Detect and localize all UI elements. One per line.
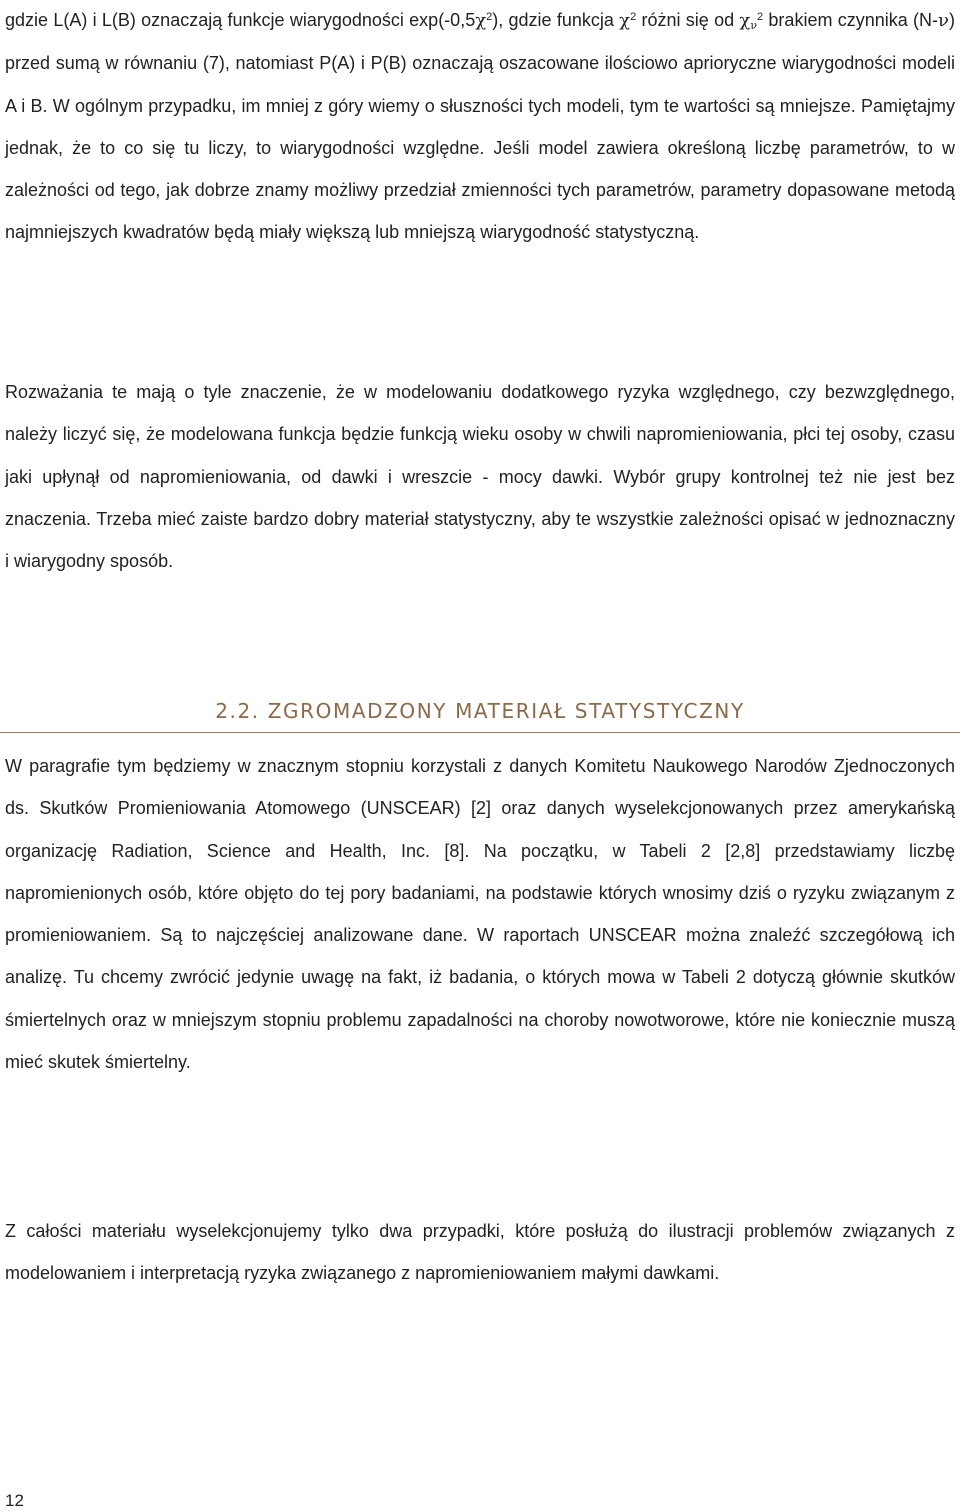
intro-paragraph — [5, 0, 955, 254]
nu-symbol: ν — [938, 10, 949, 31]
superscript-2: 2 — [630, 11, 637, 23]
chi-symbol: χ — [475, 10, 487, 31]
intro-text-3: różni się od — [636, 10, 740, 30]
intro-text-4: brakiem czynnika (N- — [763, 10, 939, 30]
chi-symbol: χ — [619, 10, 631, 31]
intro-text-2: ), gdzie funkcja — [492, 10, 620, 30]
page-number: 12 — [5, 1491, 24, 1510]
section-heading: 2.2. ZGROMADZONY MATERIAŁ STATYSTYCZNY — [0, 694, 960, 733]
paragraph-data-sources: W paragrafie tym będziemy w znacznym stopniu korzystali z danych Komitetu Naukowego Narodów Zjednoczonych ds. Skutków Promieniowania Atomowego (UNSCEAR) [2] oraz danych wyselekcjonowanych przez amerykańską organizację Radiation, Science and Health, Inc. [8]. Na początku, w Tabeli 2 [2,8] przedstawiamy liczbę napromienionych osób, które objęto do tej pory badaniami, na podstawie których wnosimy dziś o ryzyku związanym z promieniowaniem. Są to najczęściej analizowane dane. W raportach UNSCEAR można znaleźć szczegółową ich analizę. Tu chcemy zwrócić jedynie uwagę na fakt, iż badania, o których mowa w Tabeli 2 dotyczą głównie skutków śmiertelnych oraz w mniejszym stopniu problemu zapadalności na choroby nowotworowe, które nie koniecznie muszą mieć skutek śmiertelny. — [5, 756, 955, 1073]
paragraph-modeling: Rozważania te mają o tyle znaczenie, że w modelowaniu dodatkowego ryzyka względnego, czy bezwzględnego, należy liczyć się, że modelowana funkcja będzie funkcją wieku osoby w chwili napromieniowania, płci tej osoby, czasu jaki upłynął od napromieniowania, od dawki i wreszcie - mocy dawki. Wybór grupy kontrolnej też nie jest bez znaczenia. Trzeba mieć zaiste bardzo dobry materiał statystyczny, aby te wszystkie zależności opisać w jednoznaczny i wiarygodny sposób. — [5, 382, 955, 572]
intro-text-1: gdzie L(A) i L(B) oznaczają funkcje wiarygodności exp(-0,5 — [5, 10, 476, 30]
paragraph-selection: Z całości materiału wyselekcjonujemy tylko dwa przypadki, które posłużą do ilustracji problemów związanych z modelowaniem i interpretacją ryzyka związanego z napromieniowaniem małymi dawkami. — [5, 1221, 955, 1284]
superscript-2: 2 — [757, 11, 764, 23]
intro-text-5: ) przed sumą w równaniu (7), natomiast P(A) i P(B) oznaczają oszacowane ilościowo aprioryczne wiarygodności modeli A i B. W ogólnym przypadku, im mniej z góry wiemy o słuszności tych modeli, tym te wartości są mniejsze. Pamiętajmy jednak, że to co się tu liczy, to wiarygodności względne. Jeśli model zawiera określoną liczbę parametrów, to w zależności od tego, jak dobrze znamy możliwy przedział zmienności tych parametrów, parametry dopasowane metodą najmniejszych kwadratów będą miały większą lub mniejszą wiarygodność statystyczną. — [5, 10, 955, 243]
chi-symbol: χ — [739, 10, 751, 31]
subscript-nu: ν — [750, 19, 758, 32]
superscript-2: 2 — [486, 11, 493, 23]
